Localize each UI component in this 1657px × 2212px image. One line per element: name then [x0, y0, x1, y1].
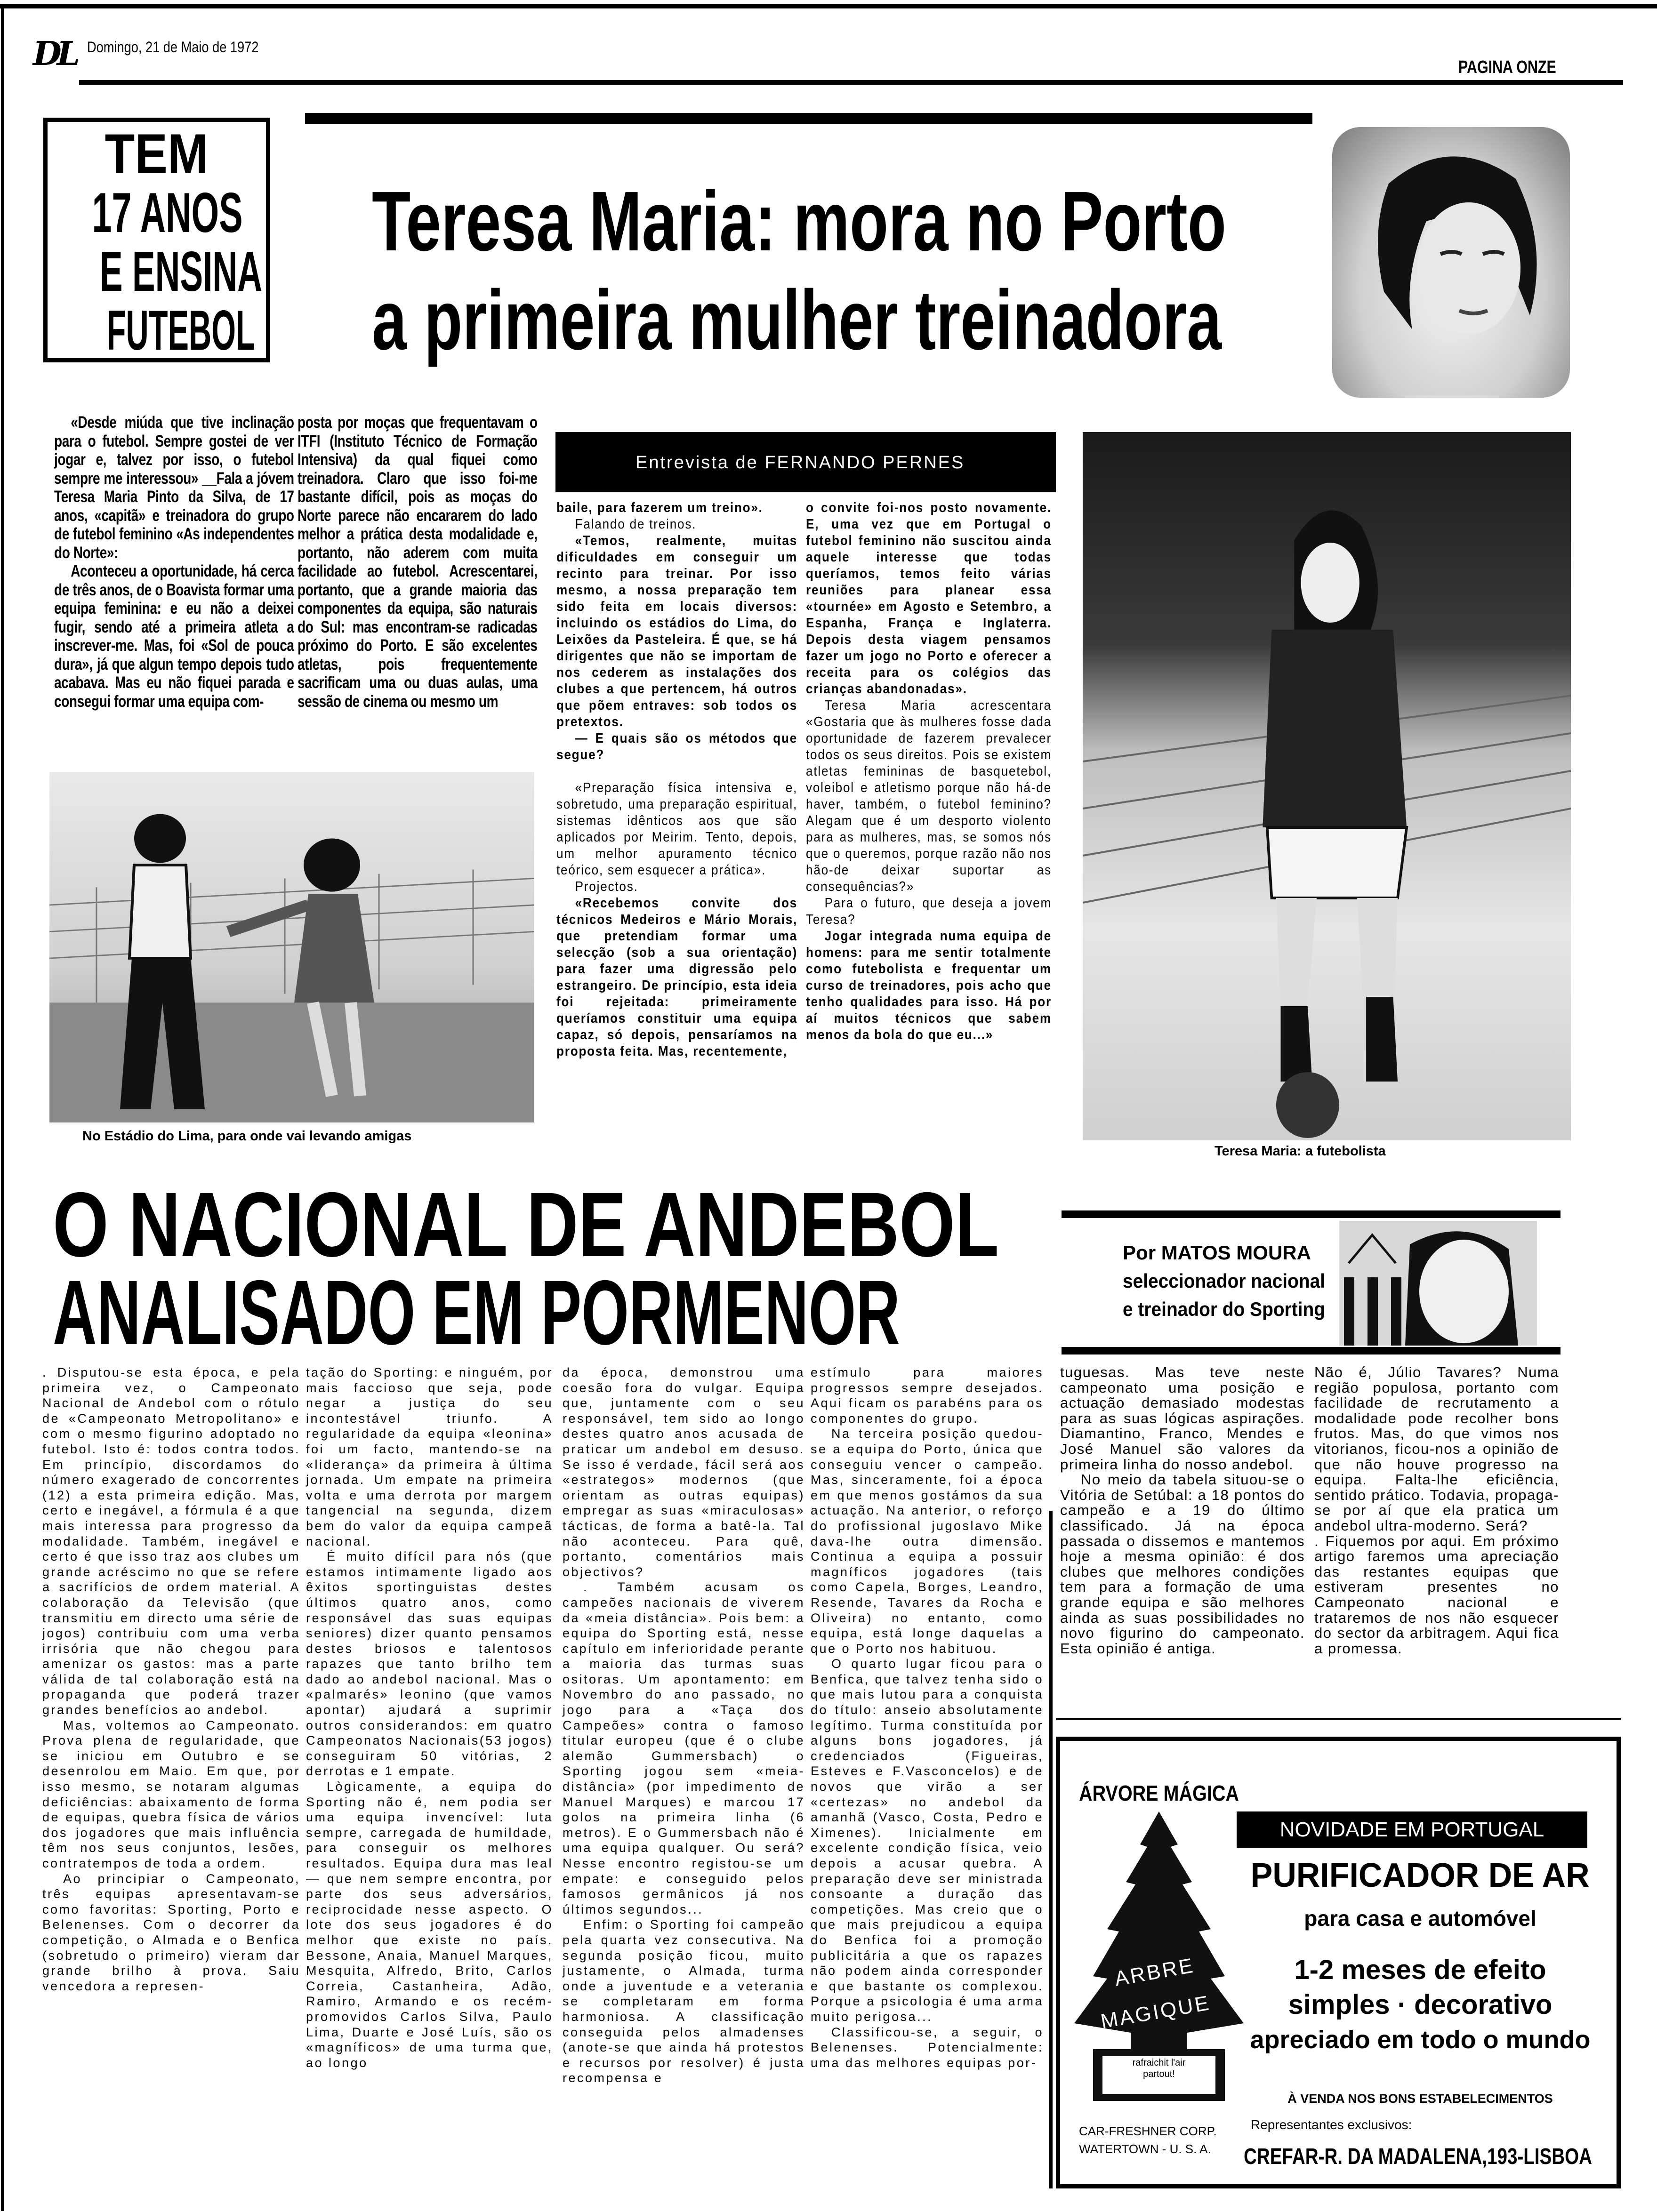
paragraph: Enfim: o Sporting foi campeão pela quarta vez consecutiva. Na segunda posição ficou, muito justamente, o Almada, turma onde a juventude e a veterania se completaram em forma harmoniosa. A classificação conseguida pelos almadenses (anote-se que ainda há protestos e recursos por resolver) é justa recompensa e: [563, 1917, 805, 2085]
paragraph: É muito difícil para nós (que estamos intimamente ligado aos êxitos sportinguistas destes últimos quatro anos, como responsável das suas equipas seniores) dizer quanto pensamos destes briosos e talentosos rapazes que tanto brilho tem dado ao andebol nacional. Mas o «palmarés» leonino (que vamos apontar) ajudará a suprimir outros considerandos: em quatro Campeonatos Nacionais(53 jogos) conseguiram 50 vitórias, 2 derrotas e 1 empate.: [306, 1549, 553, 1779]
paragraph: «Recebemos convite dos técnicos Medeiros e Mário Morais, que pretendiam formar uma selecção (sob a sua orientação) para fazer uma digressão pelo estrangeiro. De princípio, esta ideia foi rejeitada: primeiramente queríamos constituir uma equipa capaz, só depois, pensaríamos na proposta feita. Mas, recentemente,: [556, 896, 798, 1059]
article1-column-2: [298, 413, 538, 711]
author-box: [1062, 1210, 1589, 1354]
article2-column-5: [1060, 1365, 1305, 1656]
headline-line: Teresa Maria: mora no Porto: [372, 174, 1226, 269]
page-number: PAGINA ONZE: [1458, 57, 1556, 77]
manufacturer-location: WATERTOWN - U. S. A.: [1079, 2142, 1211, 2156]
paragraph: — E quais são os métodos que segue?: [556, 731, 798, 762]
paragraph: Na terceira posição quedou-se a equipa do Porto, única que conseguiu vencer o campeão. Mas, sinceramente, foi a época em que menos gostámos da sua actuação. Na anterior, o reforço do profissional jugoslavo Mike dava-lhe outra dimensão. Continua a equipa a possuir magníficos jogadores (tais como Capela, Borges, Leandro, Resende, Tavares da Rocha e Oliveira) no entanto, como equipa, está longe daquelas a que o Porto nos habituou.: [811, 1427, 1044, 1656]
newspaper-logo: DL: [33, 34, 75, 73]
headline-line: ANALISADO EM PORMENOR: [53, 1261, 900, 1364]
product-claim: apreciado em todo o mundo: [1250, 2026, 1591, 2054]
paragraph: Lògicamente, a equipa do Sporting não é, nem podia ser uma equipa invencível: luta sempre, carregada de humildade, para conseguir os melhores resultados. Equipa dura mas leal — que nem sempre encontra, por parte dos seus adversários, reciprocidade nesse aspecto. O lote dos seus jogadores é do melhor que existe no país. Bessone, Anaia, Manuel Marques, Mesquita, Alfredo, Brito, Carlos Correia, Castanheira, Adão, Ramiro, Armando e os recém-promovidos Carlos Silva, Paulo Lima, Duarte e José Luís, são os «magníficos» de uma turma que, ao longo: [306, 1779, 553, 2070]
article2-column-4: [811, 1365, 1044, 2070]
paragraph: Teresa Maria acrescentara «Gostaria que às mulheres fosse dada oportunidade de fazerem prevalecer todos os seus direitos. Pois se existem atletas femininas de basquetebol, voleibol e atletismo porque não há-de haver, também, o futebol feminino? Alegam que é um desporto violento para as mulheres, mas, se somos nós que o queremos, porque razão não nos hão-de deixar suportar as consequências?»: [806, 698, 1052, 894]
footballer-image: [1083, 432, 1571, 1140]
masthead: [0, 0, 1657, 94]
sale-notice: À VENDA NOS BONS ESTABELECIMENTOS: [1287, 2092, 1553, 2106]
product-use: para casa e automóvel: [1304, 1906, 1536, 1931]
paragraph: Não é, Júlio Tavares? Numa região populosa, portanto com facilidade de recrutamento a modalidade pode recolher bons frutos. Mas, do que vimos nos vitorianos, ficou-nos a opinião de que não houve progresso na equipa. Falta-lhe eficiência, sentido prático. Todavia, propaga-se por aí que ela pratica um andebol ultra-moderno. Será?: [1314, 1364, 1559, 1534]
kicker-line: 17 ANOS: [92, 181, 243, 244]
product-claim: 1-2 meses de efeito: [1294, 1955, 1546, 1985]
paragraph: Jogar integrada numa equipa de homens: para me sentir totalmente como futebolista e frequentar um curso de treinadores, pois acho que tenho qualidades para isso. Há por aí muitos técnicos que sabem menos da bola do que eu...»: [806, 929, 1052, 1042]
headline-line: O NACIONAL DE ANDEBOL: [53, 1173, 999, 1276]
photo-caption-left: No Estádio do Lima, para onde vai levando amigas: [82, 1129, 412, 1144]
article1-column-1: [54, 413, 294, 711]
paragraph: tação do Sporting: e ninguém, por mais faccioso que seja, pode negar a justiça do seu incontestável triunfo. A regularidade da equipa «leonina» foi um facto, mantendo-se na «liderança» da primeira à última jornada. Um empate na primeira volta e uma derrota por margem tangencial na segunda, dizem bem do valor da equipa campeã nacional.: [306, 1365, 553, 1548]
representatives-address: CREFAR-R. DA MADALENA,193-LISBOA: [1244, 2144, 1592, 2169]
tree-tag-line: rafraichit l'air: [1132, 2058, 1186, 2068]
advert-banner-text: NOVIDADE EM PORTUGAL: [1279, 1818, 1544, 1841]
kicker-line: TEM: [105, 122, 209, 185]
article2-column-1: [42, 1365, 300, 1994]
representatives-label: Representantes exclusivos:: [1251, 2117, 1412, 2132]
paragraph: estímulo para maiores progressos sempre desejados. Aqui ficam os parabéns para os componentes do grupo.: [811, 1365, 1044, 1426]
paragraph: baile, para fazerem um treino».: [556, 500, 763, 515]
advert-banner: [1237, 1811, 1587, 1848]
photo-caption-right: Teresa Maria: a futebolista: [1215, 1144, 1386, 1159]
tree-tag-line: partout!: [1143, 2069, 1175, 2079]
man-portrait-image: [1339, 1221, 1537, 1346]
advert-top-rule: [1056, 1718, 1621, 1720]
author-photo: [1339, 1221, 1537, 1346]
interview-byline: Entrevista de FERNANDO PERNES: [635, 453, 965, 473]
paragraph: No meio da tabela situou-se o Vitória de Setúbal: a 18 pontos do campeão e a 19 do último classificado. Já na época passada o dissemos e mantemos hoje a mesma opinião: é dos clubes que melhores condições tem para a formação de uma grande equipa e são melhores ainda as suas possibilidades no novo figurino do campeonato. Esta opinião é antiga.: [1060, 1471, 1305, 1657]
tree-label-1: ARBRE: [1112, 1954, 1197, 1991]
headline-bar: [305, 113, 1312, 124]
tree-label-2: MAGIQUE: [1099, 1991, 1213, 2034]
paragraph: Projectos.: [575, 879, 638, 894]
manufacturer: CAR-FRESHNER CORP.: [1079, 2124, 1217, 2138]
masthead-rule: [79, 80, 1623, 85]
paragraph: . Fiquemos por aqui. Em próximo artigo faremos uma apreciação das restantes equipas que estiveram presentes no Campeonato nacional e trataremos de nos não esquecer do sector da arbitragem. Aqui fica a promessa.: [1314, 1532, 1559, 1657]
paragraph: posta por moças que frequentavam o ITFI (Instituto Técnico de Formação Intensiva) da qual fiquei como treinadora. Claro que isso foi-me bastante difícil, pois as moças do Norte parece não encararem do lado melhor a prática desta modalidade e, portanto, não aderem com muita facilidade ao futebol. Acrescentarei, portanto, que a grande maioria das componentes da equipa, são naturais do Sul: mas encontram-se radicadas próximo do Porto. E são excelentes atletas, pois frequentemente sacrificam uma ou duas aulas, uma sessão de cinema ou mesmo um: [298, 413, 538, 711]
paragraph: o convite foi-nos posto novamente. E, uma vez que em Portugal o futebol feminino não suscitou ainda aquele interesse que todas queríamos, temos feito várias reuniões para planear essa «tournée» em Agosto e Setembro, a Espanha, França e Inglaterra. Depois desta viagem pensamos fazer um jogo no Porto e oferecer a receita para os colégios das crianças abandonadas».: [806, 500, 1052, 697]
interview-byline-bar: [555, 432, 1056, 492]
paragraph: O quarto lugar ficou para o Benfica, que talvez tenha sido o que mais lutou para a conquista do título: anseio absolutamente legítimo. Turma constituída por alguns bons jogadores, já credenciados (Figueiras, Esteves e F.Vasconcelos) e de novos que virão a ser «certezas» no andebol da amanhã (Vasco, Costa, Pedro e Ximenes). Inicialmente em excelente condição física, veio depois a acusar quebra. A preparação deve ser ministrada consoante a duração das competições. Mas creio que o que mais prejudicou a equipa do Benfica foi a promoção publicitária a que os rapazes não podem ainda corresponder e que bastante os complexou. Porque a psicologia é uma arma muito perigosa...: [811, 1657, 1044, 2024]
author-box-top-rule: [1062, 1210, 1560, 1218]
kicker-line: FUTEBOL: [106, 299, 255, 362]
author-title: seleccionador nacional: [1123, 1270, 1325, 1292]
author-box-bottom-rule: [1062, 1347, 1560, 1354]
column-divider: [1049, 1511, 1053, 2188]
footballer-photo: [1083, 432, 1571, 1140]
kicker-line: E ENSINA: [99, 240, 262, 303]
issue-date: Domingo, 21 de Maio de 1972: [87, 39, 259, 56]
two-women-image: [49, 772, 534, 1122]
paragraph: «Temos, realmente, muitas dificuldades em conseguir um recinto para treinar. Por isso mesmo, a nossa preparação tem sido feita em locais diversos: incluindo os estádios do Lima, do Leixões da Pasteleira. É que, se há dirigentes que não se importam de nos cederem as instalações dos clubes a que pertencem, há outros que põem entraves: sob todos os pretextos.: [556, 533, 798, 729]
woman-face-image: [1332, 127, 1570, 398]
paragraph: «Preparação física intensiva e, sobretudo, uma preparação espiritual, sistemas idênticos aos que são aplicados por Meirim. Tento, depois, um melhor apuramento técnico teórico, sem esquecer a prática».: [556, 780, 798, 878]
paragraph: . Também acusam os campeões nacionais de viverem da «meia distância». Pois bem: a equipa do Sporting está, nesse capítulo em inferioridade perante a maioria das turmas suas ositoras. Um apontamento: em Novembro do ano passado, no jogo para a «Taça dos Campeões» contra o famoso titular europeu (que é o clube alemão Gummersbach) o Sporting jogou sem «meia-distância» (por impedimento de Manuel Marques) e marcou 17 golos na primeira linha (6 metros). E o Gummersbach não é uma equipa qualquer. Ou será? Nesse encontro registou-se um empate: e conseguido pelos famosos germânicos já nos últimos segundos...: [563, 1580, 805, 1916]
paragraph: Classificou-se, a seguir, o Belenenses. Potencialmente: uma das melhores equipas por-: [811, 2025, 1044, 2070]
left-border: [1, 4, 4, 2211]
paragraph: tuguesas. Mas teve neste campeonato uma posição e actuação demasiado modestas para as suas lógicas aspirações. Diamantino, Franco, Mendes e José Manuel são valores da primeira linha do nosso andebol.: [1060, 1364, 1305, 1473]
author-title: e treinador do Sporting: [1123, 1298, 1325, 1320]
kicker-box: [43, 118, 270, 362]
paragraph: Aconteceu a oportunidade, há cerca de três anos, de o Boavista formar uma equipa feminina: e eu não a deixei fugir, sendo até a primeira atleta a inscrever-me. Mas, foi «Sol de pouca dura», já que algun tempo depois tudo acabava. Mas eu não fiquei parada e consegui formar uma equipa com-: [54, 562, 294, 711]
article2-column-3: [563, 1365, 805, 2086]
advert-box[interactable]: [1056, 1737, 1621, 2188]
paragraph: Mas, voltemos ao Campeonato. Prova plena de regularidade, que se iniciou em Outubro e se desenrolou em Maio. Em que, por isso mesmo, se notaram algumas deficiências: abaixamento de forma de equipas, quebra física de vários dos jogadores que mais influência têm nos seus conjuntos, lesões, contratempos de toda a ordem.: [42, 1718, 300, 1870]
article2-column-6: [1314, 1365, 1559, 1656]
paragraph: da época, demonstrou uma coesão fora do vulgar. Equipa que, juntamente com o seu responsável, tem sido ao longo destes quatro anos acusada de praticar um andebol em desuso. Se isso é verdade, fácil será aos «estrategos» modernos (que orientam as outras equipas) empregar as suas «miraculosas» tácticas, de forma a batê-la. Tal não aconteceu. Para quê, portanto, comentários mais objectivos?: [563, 1365, 805, 1579]
paragraph: «Desde miúda que tive inclinação para o futebol. Sempre gostei de ver jogar e, talvez por isso, o futebol sempre me interessou» __Fala a jóvem Teresa Maria Pinto da Silva, de 17 anos, «capitã» e treinadora do grupo de futebol feminino «As independentes do Norte»:: [54, 413, 294, 562]
product-name: PURIFICADOR DE AR: [1251, 1857, 1590, 1894]
article1-column-3: [556, 500, 797, 1060]
advert-brand: ÁRVORE MÁGICA: [1079, 1781, 1239, 1805]
article2-column-2: [306, 1365, 553, 2070]
product-claim: simples · decorativo: [1288, 1989, 1552, 2020]
paragraph: Ao principiar o Campeonato, três equipas apresentavam-se como favoritas: Sporting, Porto e Belenenses. Com o decorrer da competição, o Almada e o Benfica (sobretudo o primeiro) vieram dar grande brilho à prova. Saiu vencedora a represen-: [42, 1871, 300, 1993]
paragraph: Para o futuro, que deseja a jovem Teresa?: [806, 896, 1052, 927]
paragraph: . Disputou-se esta época, e pela primeira vez, o Campeonato Nacional de Andebol com o rótulo de «Campeonato Metropolitano» e com o mesmo figurino adoptado no futebol. Isto é: todos contra todos. Em princípio, discordamos do número exagerado de concorrentes (12) a esta primeira edição. Mas, certo e inegável, a fórmula é a que mais interessa para progresso da modalidade. Também, inegável e certo é que isso traz aos clubes um grande acréscimo no que se refere a sacrifícios de ordem material. A colaboração da Televisão (que transmitiu em directo uma série de jogos) contribuiu com uma verba irrisória que não chegou para amenizar os gastos: mas a parte válida de tal colaboração está na propaganda que poderá trazer grandes benefícios ao andebol.: [42, 1365, 300, 1717]
author-name: Por MATOS MOURA: [1123, 1242, 1311, 1264]
headline-line: a primeira mulher treinadora: [372, 273, 1222, 368]
paragraph: Falando de treinos.: [575, 517, 697, 532]
article1-column-4: [806, 500, 1052, 1043]
portrait-photo: [1332, 127, 1570, 398]
two-women-photo: [49, 772, 534, 1122]
